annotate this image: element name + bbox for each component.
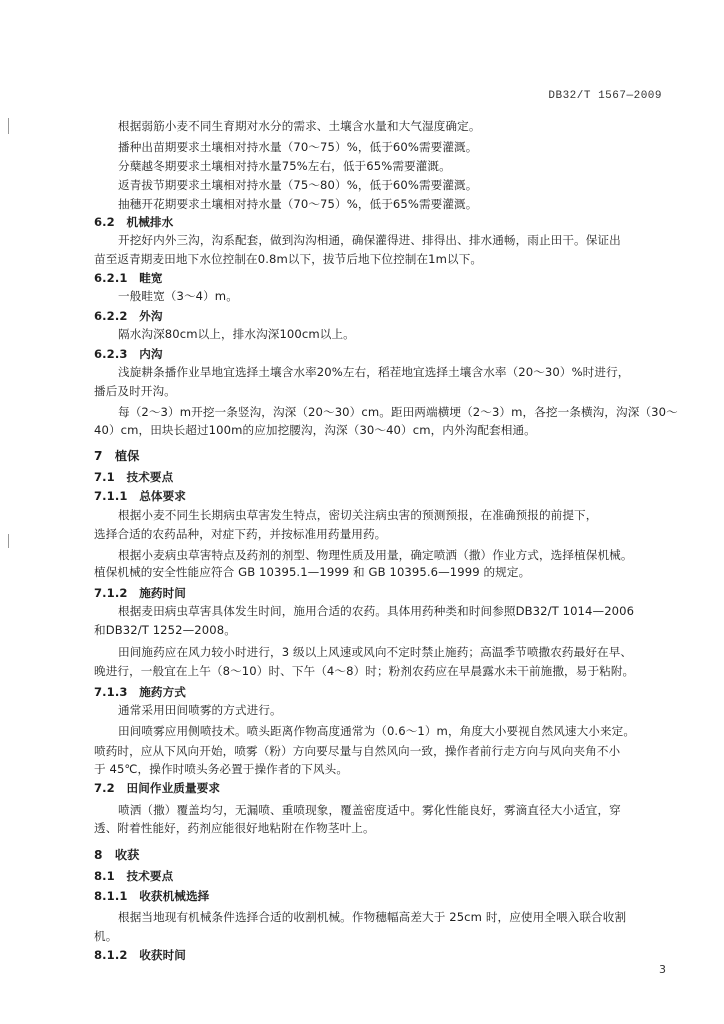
- body-text-line: 一般畦宽（3～4）m。: [118, 289, 238, 303]
- body-text-line: 田间施药应在风力较小时进行，3 级以上风速或风向不定时禁止施药；高温季节喷撒农药最好在早、: [118, 645, 633, 659]
- body-text-line: 喷洒（撒）覆盖均匀，无漏喷、重喷现象，覆盖密度适中。雾化性能良好，雾滴直径大小适宜，穿: [118, 803, 621, 817]
- body-text-line: 每（2～3）m开挖一条竖沟，沟深（20～30）cm。距田两端横埂（2～3）m，各挖一条横沟，沟深（30～: [118, 405, 678, 419]
- section-heading: 6.2.1 畦宽: [94, 271, 163, 285]
- body-text-line: 40）cm，田块长超过100m的应加挖腰沟，沟深（30～40）cm，内外沟配套相通。: [94, 423, 536, 437]
- section-heading: 7.1.2 施药时间: [94, 586, 186, 600]
- body-text-line: 机。: [94, 929, 118, 943]
- body-text-line: 晚进行，一般宜在上午（8～10）时、下午（4～8）时；粉剂农药应在早晨露水未干前施撒，易于粘附。: [94, 664, 635, 678]
- body-text-line: 隔水沟深80cm以上，排水沟深100cm以上。: [118, 327, 355, 341]
- body-text-line: 分蘖越冬期要求土壤相对持水量75%左右，低于65%需要灌溉。: [118, 159, 451, 173]
- scan-margin-mark: [8, 534, 9, 548]
- standard-code-header: DB32/T 1567—2009: [548, 90, 662, 102]
- body-text-line: 通常采用田间喷雾的方式进行。: [118, 703, 282, 717]
- body-text-line: 植保机械的安全性能应符合 GB 10395.1—1999 和 GB 10395.6—1999 的规定。: [94, 565, 531, 579]
- body-text-line: 返青拔节期要求土壤相对持水量（75～80）%，低于60%需要灌溉。: [118, 178, 478, 192]
- section-heading: 8.1 技术要点: [94, 869, 174, 883]
- section-heading: 8.1.1 收获机械选择: [94, 889, 210, 903]
- section-heading: 7.1.3 施药方式: [94, 685, 186, 699]
- body-text-line: 选择合适的农药品种，对症下药，并按标准用药量用药。: [94, 527, 387, 541]
- body-text-line: 田间喷雾应用侧喷技术。喷头距离作物高度通常为（0.6～1）m，角度大小要视自然风速大小来定。: [118, 724, 636, 738]
- body-text-line: 播种出苗期要求土壤相对持水量（70～75）%，低于60%需要灌溉。: [118, 140, 478, 154]
- body-text-line: 透、附着性能好，药剂应能很好地粘附在作物茎叶上。: [94, 821, 375, 835]
- body-text-line: 抽穗开花期要求土壤相对持水量（70～75）%，低于65%需要灌溉。: [118, 197, 478, 211]
- body-text-line: 开挖好内外三沟，沟系配套，做到沟沟相通，确保灌得进、排得出、排水通畅，雨止田干。保证出: [118, 233, 621, 247]
- section-heading: 7.2 田间作业质量要求: [94, 781, 221, 795]
- chapter-heading: 7 植保: [94, 449, 140, 463]
- body-text-line: 根据小麦病虫草害特点及药剂的剂型、物理性质及用量，确定喷洒（撒）作业方式，选择植保机械。: [118, 548, 633, 562]
- section-heading: 7.1 技术要点: [94, 470, 174, 484]
- section-heading: 6.2.3 内沟: [94, 347, 163, 361]
- section-heading: 6.2 机械排水: [94, 215, 174, 229]
- chapter-heading: 8 收获: [94, 848, 140, 862]
- body-text-line: 根据当地现有机械条件选择合适的收割机械。作物穗幅高差大于 25cm 时，应使用全喂入联合收割: [118, 910, 627, 924]
- body-text-line: 根据麦田病虫草害具体发生时间，施用合适的农药。具体用药种类和时间参照DB32/T 1014—2006: [118, 604, 635, 618]
- scan-margin-mark: [8, 118, 9, 134]
- body-text-line: 喷药时，应从下风向开始，喷雾（粉）方向要尽量与自然风向一致，操作者前行走方向与风向夹角不小: [94, 744, 621, 758]
- section-heading: 6.2.2 外沟: [94, 309, 163, 323]
- body-text-line: 于 45℃，操作时喷头务必置于操作者的下风头。: [94, 762, 349, 776]
- body-text-line: 根据小麦不同生长期病虫草害发生特点，密切关注病虫害的预测预报，在准确预报的前提下，: [118, 508, 598, 522]
- section-heading: 8.1.2 收获时间: [94, 948, 186, 962]
- body-text-line: 和DB32/T 1252—2008。: [94, 623, 236, 637]
- body-text-line: 根据弱筋小麦不同生育期对水分的需求、土壤含水量和大气湿度确定。: [118, 119, 481, 133]
- section-heading: 7.1.1 总体要求: [94, 489, 186, 503]
- body-text-line: 播后及时开沟。: [94, 384, 176, 398]
- body-text-line: 浅旋耕条播作业旱地宜选择土壤含水率20%左右，稻茬地宜选择土壤含水率（20～30）%时进行，: [118, 365, 630, 379]
- page-number: 3: [659, 963, 666, 976]
- body-text-line: 苗至返青期麦田地下水位控制在0.8m以下，拔节后地下位控制在1m以下。: [94, 252, 483, 266]
